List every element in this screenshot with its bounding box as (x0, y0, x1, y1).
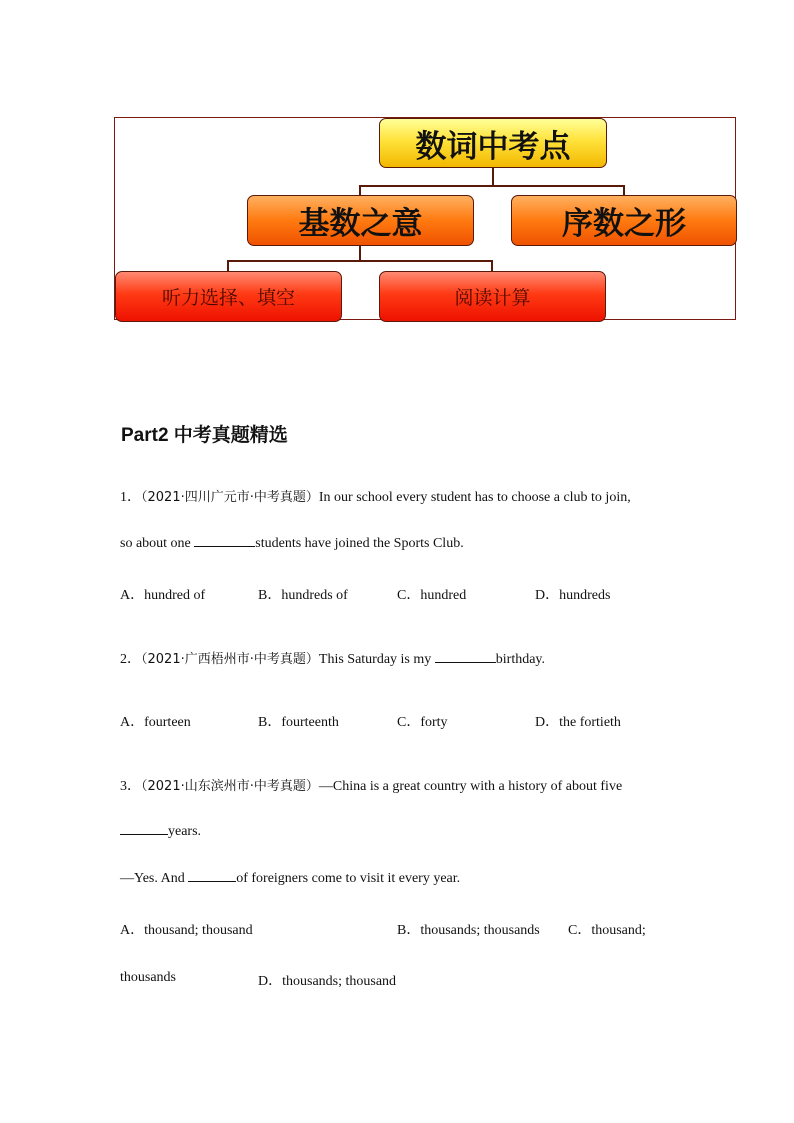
connector-leaf-bar (227, 260, 493, 262)
question-text: —Yes. And (120, 871, 189, 886)
question-source: 2021·广西梧州市·中考真题 (147, 652, 306, 667)
question-1-line-1 (120, 486, 631, 506)
question-text: so about one (120, 536, 195, 551)
option-b[interactable]: B．fourteenth (258, 715, 339, 730)
question-3-line-3 (120, 868, 460, 887)
answer-blank[interactable] (194, 533, 255, 547)
source-close: ） (305, 490, 319, 505)
question-text: birthday. (495, 652, 546, 667)
connector-mid1-down (359, 246, 361, 261)
part-title: Part2 中考真题精选 (121, 425, 288, 446)
connector-root-bar (359, 185, 625, 187)
diagram-node-listening: 听力选择、填空 (115, 271, 342, 322)
option-d[interactable]: D．the fortieth (535, 715, 621, 730)
question-number: 2． (120, 652, 141, 667)
option-d[interactable]: D．thousands; thousand (258, 974, 397, 989)
connector-mid2-up (623, 185, 625, 195)
question-1-line-2 (120, 533, 464, 552)
connector-root-down (492, 168, 494, 186)
connector-mid1-up (359, 185, 361, 195)
option-c-continued[interactable]: thousands (120, 970, 176, 985)
question-source: 2021·四川广元市·中考真题 (147, 490, 306, 505)
question-number: 3． (120, 779, 141, 794)
question-3-line-2 (120, 821, 201, 840)
question-2-line-1 (120, 648, 545, 668)
diagram-node-cardinal: 基数之意 (247, 195, 474, 246)
question-text: years. (168, 824, 202, 839)
answer-blank[interactable] (435, 649, 496, 663)
diagram-root-node: 数词中考点 (379, 118, 607, 168)
option-a[interactable]: A．hundred of (120, 588, 206, 603)
question-text: —China is a great country with a history of about five (318, 779, 623, 794)
question-source: 2021·山东滨州市·中考真题 (147, 779, 306, 794)
answer-blank[interactable] (188, 868, 236, 882)
source-close: ） (305, 652, 319, 667)
option-b[interactable]: B．thousands; thousands (397, 923, 540, 938)
option-c[interactable]: C．hundred (397, 588, 467, 603)
source-open: （ (141, 652, 148, 667)
option-a[interactable]: A．thousand; thousand (120, 923, 253, 938)
diagram-node-reading: 阅读计算 (379, 271, 606, 322)
answer-blank[interactable] (120, 821, 168, 835)
question-text: This Saturday is my (318, 652, 435, 667)
option-d[interactable]: D．hundreds (535, 588, 611, 603)
option-b[interactable]: B．hundreds of (258, 588, 348, 603)
connector-leaf2-up (491, 260, 493, 271)
question-number: 1． (120, 490, 141, 505)
source-open: （ (141, 490, 148, 505)
knowledge-diagram (114, 117, 736, 320)
source-open: （ (141, 779, 148, 794)
option-c[interactable]: C．thousand; (568, 923, 646, 938)
option-a[interactable]: A．fourteen (120, 715, 191, 730)
option-c[interactable]: C．forty (397, 715, 448, 730)
source-close: ） (305, 779, 319, 794)
diagram-node-ordinal: 序数之形 (511, 195, 737, 246)
question-text: students have joined the Sports Club. (255, 536, 464, 551)
question-3-line-1 (120, 775, 622, 795)
connector-leaf1-up (227, 260, 229, 271)
question-text: In our school every student has to choose a club to join, (318, 490, 631, 505)
question-text: of foreigners come to visit it every year. (236, 871, 461, 886)
